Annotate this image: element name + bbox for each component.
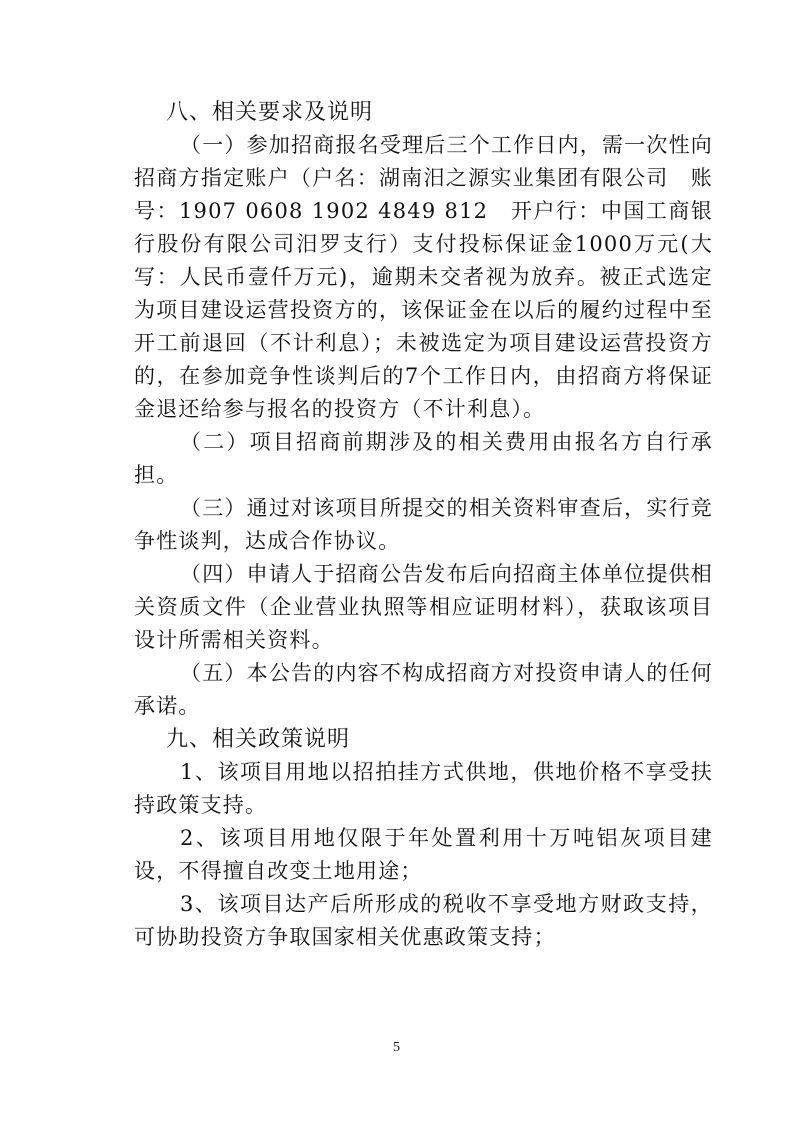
- section-9-heading: 九、相关政策说明: [166, 727, 351, 752]
- section-9-item-2: 2、该项目用地仅限于年处置利用十万吨铝灰项目建设，不得擅自改变土地用途；: [134, 826, 713, 883]
- section-8-item-4: （四）申请人于招商公告发布后向招商主体单位提供相关资质文件（企业营业执照等相应证明材料），获取该项目设计所需相关资料。: [134, 562, 713, 652]
- section-8-item-5: （五）本公告的内容不构成招商方对投资申请人的任何承诺。: [134, 661, 713, 718]
- section-8-item-2: （二）项目招商前期涉及的相关费用由报名方自行承担。: [134, 430, 713, 487]
- section-9-item-1: 1、该项目用地以招拍挂方式供地，供地价格不享受扶持政策支持。: [134, 760, 713, 817]
- page-number: 5: [393, 1040, 400, 1055]
- section-8-item-3: （三）通过对该项目所提交的相关资料审查后，实行竞争性谈判，达成合作协议。: [134, 496, 713, 553]
- section-8-item-1: （一）参加招商报名受理后三个工作日内，需一次性向招商方指定账户（户名：湖南汨之源实业集团有限公司 账号：1907 0608 1902 4849 812 开户行：中国工商银行股份有限公司汨罗支行）支付投标保证金1000万元(大写：人民币壹仟万元)，逾期未交者视为放弃。被正式选定为项目建设运营投资方的，该保证金在以后的履约过程中至开工前退回（不计利息）；未被选定为项目建设运营投资方的，在参加竞争性谈判后的7个工作日内，由招商方将保证金退还给参与报名的投资方（不计利息）。: [134, 133, 713, 421]
- section-8-heading: 八、相关要求及说明: [166, 100, 374, 125]
- section-9-item-3: 3、该项目达产后所形成的税收不享受地方财政支持，可协助投资方争取国家相关优惠政策支持；: [134, 892, 713, 949]
